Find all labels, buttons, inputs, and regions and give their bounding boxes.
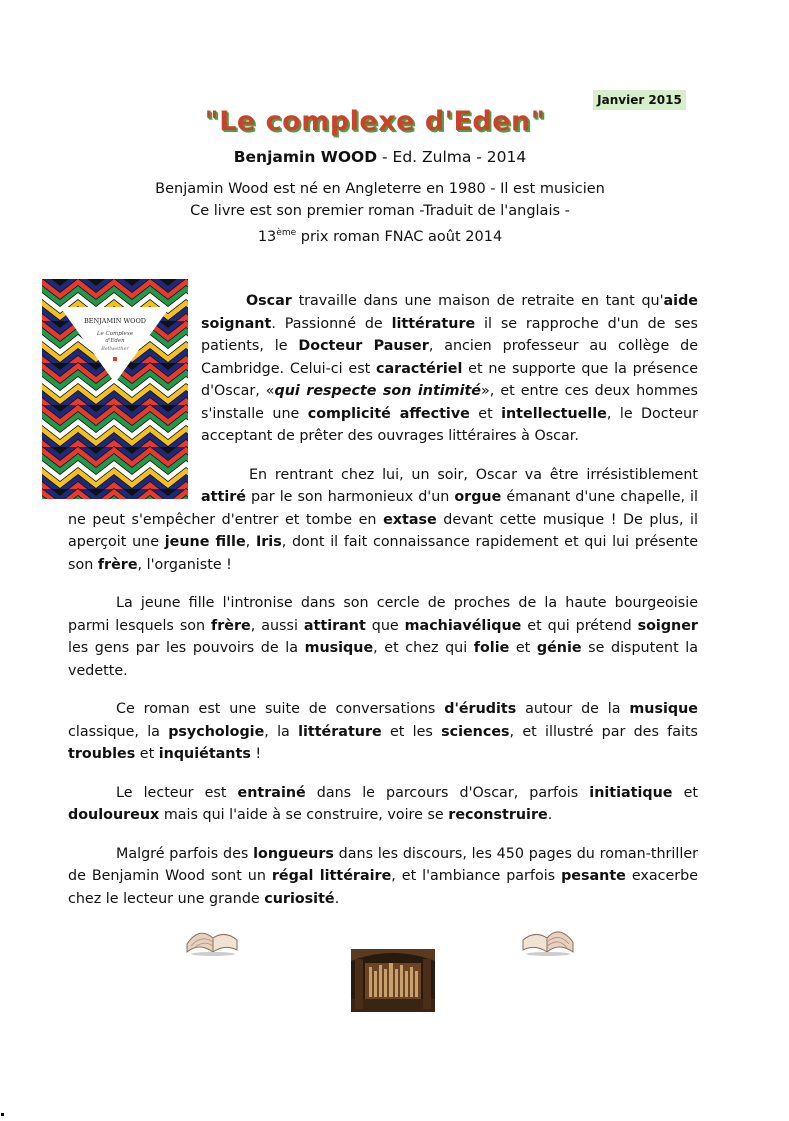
bold-term: pesante xyxy=(561,868,626,884)
text-run: , l'organiste ! xyxy=(137,556,232,573)
text-run: et xyxy=(672,784,698,801)
bold-term: Docteur Pauser xyxy=(298,338,429,354)
bold-term: d'érudits xyxy=(444,701,517,717)
bold-term: reconstruire xyxy=(448,807,548,823)
text-run: . xyxy=(334,890,340,907)
bold-term: jeune fille xyxy=(164,534,246,550)
text-run: , le Docteur acceptant de prêter des ouvrages littéraires à Oscar. xyxy=(201,405,698,444)
text-run: En rentrant chez lui, un soir, Oscar va être irrésistiblement xyxy=(249,466,698,483)
date-badge: Janvier 2015 xyxy=(593,90,686,110)
page-title: "Le complexe d'Eden" xyxy=(204,106,546,137)
text-run: . xyxy=(547,807,553,823)
text-run: et ne supporte que la présence d'Oscar, « xyxy=(201,360,698,399)
bold-term: curiosité xyxy=(264,890,335,907)
text-run: , dont il fait connaissance rapidement et qui lui présente son xyxy=(68,534,699,573)
text-run: , ancien professeur au collège de Cambridge. Celui-ci est xyxy=(201,338,698,377)
text-run: classique, la xyxy=(68,723,169,740)
bold-term: attiré xyxy=(201,489,246,505)
text-run: , la xyxy=(264,723,299,740)
author-line xyxy=(0,148,760,166)
text-run: se disputent la vedette. xyxy=(68,640,698,679)
bold-term: psychologie xyxy=(168,723,265,740)
text-run: , xyxy=(245,534,256,550)
text-run: ! xyxy=(250,746,262,762)
bold-term: folie xyxy=(473,640,510,656)
svg-text:Bellwether: Bellwether xyxy=(101,346,129,352)
text-run: , aussi xyxy=(250,617,304,634)
bio-line-3 xyxy=(0,222,760,248)
cover-spacer xyxy=(68,290,201,497)
paragraph-4 xyxy=(68,698,698,766)
text-run: , et chez qui xyxy=(373,640,474,656)
bold-term: orgue xyxy=(454,489,502,505)
bold-term: génie xyxy=(536,640,582,656)
text-run: que xyxy=(365,617,405,634)
text-run: Ce roman est une suite de conversations xyxy=(116,701,445,717)
bold-term: intellectuelle xyxy=(501,405,607,422)
bold-term: littérature xyxy=(391,315,476,332)
text-run: , et illustré par des faits xyxy=(509,723,699,740)
bold-term: initiatique xyxy=(589,784,673,801)
author-bio xyxy=(0,178,760,248)
bold-term: Oscar xyxy=(246,293,292,309)
bold-term: douloureux xyxy=(68,807,160,823)
bold-term: caractériel xyxy=(376,360,463,377)
paragraph-6 xyxy=(68,843,698,911)
bold-term: longueurs xyxy=(253,845,334,862)
prize-number: 13 xyxy=(257,228,277,245)
svg-text:d'Eden: d'Eden xyxy=(105,338,125,344)
prize-text: prix roman FNAC août 2014 xyxy=(296,228,503,245)
text-run: émanant d'une chapelle, il ne peut s'empêcher d'entrer et tombe en xyxy=(68,489,699,528)
bold-term: troubles xyxy=(68,746,136,762)
text-run: et xyxy=(469,405,502,422)
text-run: autour de la xyxy=(516,701,630,717)
bold-term: extase xyxy=(383,511,437,528)
author-name: Benjamin WOOD xyxy=(233,148,378,166)
text-run: dans le parcours d'Oscar, parfois xyxy=(305,784,590,801)
bold-term: régal littéraire xyxy=(271,868,392,884)
text-run: », et entre ces deux hommes s'installe une xyxy=(201,383,698,422)
bold-term: frère xyxy=(211,617,251,634)
open-book-icon xyxy=(519,922,577,956)
bio-line-2: Ce livre est son premier roman -Traduit de l'anglais - xyxy=(190,203,570,219)
cover-author: BENJAMIN WOOD xyxy=(83,317,147,325)
text-run: devant cette musique ! De plus, il aperçoit une xyxy=(68,511,698,550)
bold-term: machiavélique xyxy=(404,617,522,634)
bold-term: littérature xyxy=(298,723,382,740)
quote: qui respecte son intimité xyxy=(274,383,482,399)
text-run: La jeune fille l'intronise dans son cercle de proches de la haute bourgeoisie parmi lesquels son xyxy=(68,595,698,634)
bold-term: Iris xyxy=(255,534,282,550)
text-run: les gens par les pouvoirs de la xyxy=(68,640,305,656)
text-run: il se rapproche d'un de ses patients, le xyxy=(201,315,698,354)
svg-text:Le Complexe: Le Complexe xyxy=(96,331,134,337)
text-run: et qui prétend xyxy=(521,617,638,634)
scan-mark xyxy=(1,1113,4,1116)
text-run: et xyxy=(135,746,159,762)
bold-term: attirant xyxy=(303,617,366,634)
paragraph-3 xyxy=(68,592,698,682)
text-run: dans les discours, les 450 pages du roman-thriller de Benjamin Wood sont un xyxy=(68,845,699,884)
text-run: Le lecteur est xyxy=(116,784,238,801)
bold-term: sciences xyxy=(441,723,510,740)
text-run: mais qui l'aide à se construire, voire se xyxy=(159,807,449,823)
bold-term: musique xyxy=(629,701,698,717)
bold-term: aide soignant xyxy=(201,293,698,332)
text-run: Malgré parfois des xyxy=(116,845,254,862)
bio-line-1: Benjamin Wood est né en Angleterre en 1980 - Il est musicien xyxy=(155,181,605,197)
bold-term: soigner xyxy=(637,617,698,634)
bold-term: complicité affective xyxy=(307,405,470,422)
text-run: par le son harmonieux d'un xyxy=(245,489,455,505)
bold-term: musique xyxy=(304,640,374,656)
text-run: . Passionné de xyxy=(271,315,392,332)
text-run: exacerbe chez le lecteur une grande xyxy=(68,868,698,907)
bold-term: inquiétants xyxy=(158,746,251,762)
prize-ordinal: ème xyxy=(276,228,297,238)
text-run: , et l'ambiance parfois xyxy=(391,868,562,884)
text-run: et xyxy=(509,640,537,656)
paragraph-5 xyxy=(68,782,698,827)
text-run: travaille dans une maison de retraite en tant qu' xyxy=(291,293,664,309)
review-body xyxy=(68,290,698,926)
bold-term: frère xyxy=(97,556,138,573)
text-run: et les xyxy=(381,723,442,740)
church-organ-photo xyxy=(351,949,435,1012)
bold-term: entrainé xyxy=(237,784,306,801)
open-book-icon xyxy=(183,922,241,956)
publisher-info: - Ed. Zulma - 2014 xyxy=(377,148,527,166)
